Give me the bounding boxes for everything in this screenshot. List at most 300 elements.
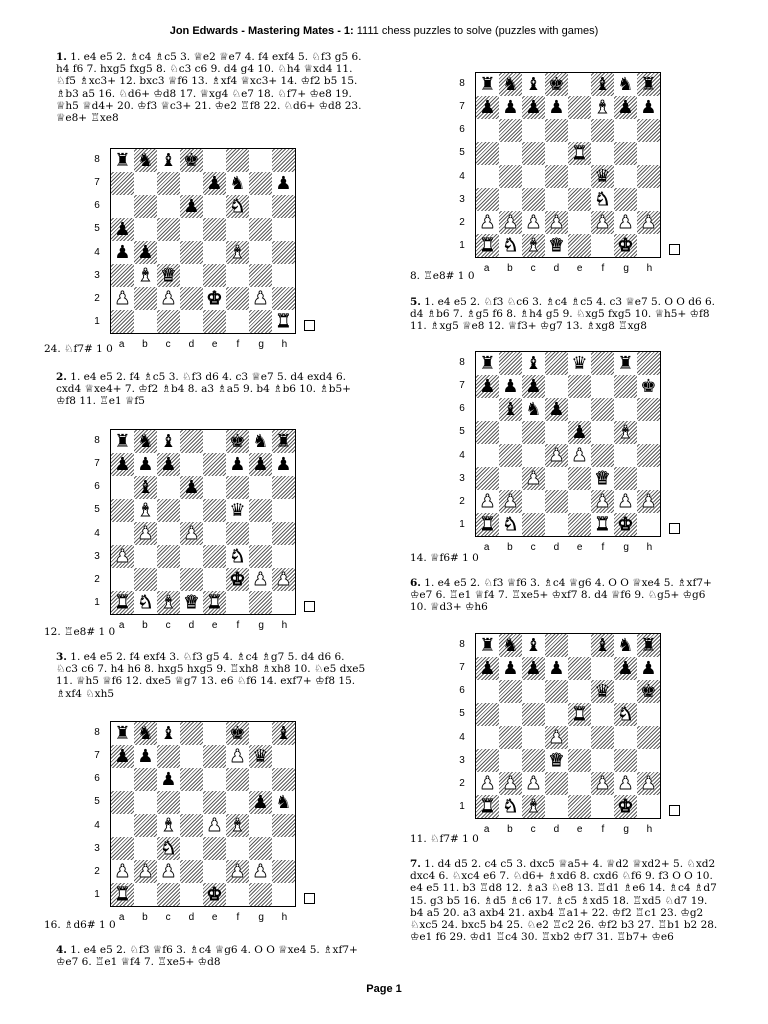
board-square-a6: [111, 476, 134, 499]
white-pawn-icon: ♟: [252, 860, 269, 882]
white-pawn-icon: ♟: [525, 211, 542, 233]
side-to-move-box: [669, 244, 680, 255]
board-square-e6: [568, 680, 591, 703]
board-square-d8: [180, 722, 203, 745]
black-pawn-icon: ♟: [114, 218, 131, 240]
board-square-f6: [591, 398, 614, 421]
board-square-d3: [545, 467, 568, 490]
board-square-c3: [522, 188, 545, 211]
diagram-1-caption: 24. ♘f7# 1 0: [44, 343, 113, 355]
white-pawn-icon: ♟: [206, 814, 223, 836]
board-square-a6: [476, 398, 499, 421]
puzzle-number: 2.: [56, 371, 67, 383]
rank-label: 4: [94, 246, 100, 258]
board-square-d7: [545, 657, 568, 680]
board-square-g3: [249, 545, 272, 568]
file-label: f: [236, 339, 240, 350]
black-rook-icon: ♜: [114, 722, 131, 744]
chess-board: [475, 351, 661, 537]
white-queen-icon: ♛: [160, 264, 177, 286]
page-header: [0, 25, 768, 37]
black-king-icon: ♚: [229, 722, 246, 744]
board-square-g8: [249, 430, 272, 453]
puzzle-moves: 1. e4 e5 2. f4 ♗c5 3. ♘f3 d6 4. c3 ♕e7 5. d4 exd4 6. cxd4 ♕xe4+ 7. ♔f2 ♗b4 8. a3 ♗a5 9. b4 ♗b6 10. ♗b5+ ♔f8 11. ♖e1 ♕f5: [56, 371, 351, 408]
board-square-b1: [499, 234, 522, 257]
black-pawn-icon: ♟: [640, 96, 657, 118]
black-pawn-icon: ♟: [229, 453, 246, 475]
board-square-b3: [499, 467, 522, 490]
black-pawn-icon: ♟: [479, 657, 496, 679]
file-label: g: [258, 912, 264, 923]
board-square-a7: [111, 172, 134, 195]
board-square-d8: [545, 634, 568, 657]
puzzle-moves: 1. e4 e5 2. f4 exf4 3. ♘f3 g5 4. ♗c4 ♗g7 5. d4 d6 6. ♘c3 c6 7. h4 h6 8. hxg5 hxg5 9. ♖xh8 ♗xh8 10. ♘e5 dxe5 11. ♕h5 ♕f6 12. dxe5 ♕g7 13. e6 ♘f6 14. exf7+ ♔f8 15. ♗xf4 ♘xh5: [56, 651, 366, 700]
board-square-b7: [134, 745, 157, 768]
black-pawn-icon: ♟: [275, 172, 292, 194]
board-square-f5: [226, 218, 249, 241]
board-square-c3: [522, 467, 545, 490]
board-square-a6: [476, 119, 499, 142]
white-pawn-icon: ♟: [594, 211, 611, 233]
puzzle-number: 5.: [410, 296, 421, 308]
board-square-h8: [272, 430, 295, 453]
board-square-g8: [249, 149, 272, 172]
board-square-e3: [568, 749, 591, 772]
black-rook-icon: ♜: [479, 73, 496, 95]
board-square-a6: [476, 680, 499, 703]
board-square-a3: [111, 545, 134, 568]
board-square-f5: [591, 421, 614, 444]
board-square-b2: [134, 860, 157, 883]
white-pawn-icon: ♟: [617, 490, 634, 512]
side-to-move-box: [669, 805, 680, 816]
rank-label: 7: [94, 749, 100, 761]
black-pawn-icon: ♟: [206, 172, 223, 194]
white-bishop-icon: ♝: [525, 234, 542, 256]
board-square-g6: [249, 768, 272, 791]
white-pawn-icon: ♟: [114, 545, 131, 567]
board-square-e7: [203, 745, 226, 768]
board-square-g5: [614, 703, 637, 726]
board-square-h2: [272, 568, 295, 591]
white-knight-icon: ♞: [137, 591, 154, 613]
board-square-f6: [226, 768, 249, 791]
board-square-a7: [111, 453, 134, 476]
rank-label: 6: [459, 403, 465, 415]
board-square-c7: [157, 172, 180, 195]
board-square-d3: [545, 188, 568, 211]
white-pawn-icon: ♟: [640, 772, 657, 794]
board-square-a8: [476, 73, 499, 96]
board-square-g3: [614, 467, 637, 490]
black-pawn-icon: ♟: [617, 657, 634, 679]
board-square-d6: [545, 119, 568, 142]
board-square-c2: [522, 490, 545, 513]
board-square-b7: [499, 96, 522, 119]
board-square-b8: [134, 149, 157, 172]
white-pawn-icon: ♟: [160, 287, 177, 309]
black-bishop-icon: ♝: [594, 73, 611, 95]
board-square-g7: [249, 172, 272, 195]
board-square-h1: [272, 883, 295, 906]
board-square-h1: [272, 310, 295, 333]
board-square-d5: [180, 218, 203, 241]
rank-label: 2: [94, 293, 100, 305]
board-square-g5: [614, 421, 637, 444]
board-square-h4: [637, 444, 660, 467]
board-square-f1: [226, 591, 249, 614]
board-square-a8: [476, 352, 499, 375]
puzzle-number: 3.: [56, 651, 67, 663]
board-square-b8: [499, 352, 522, 375]
rank-label: 8: [94, 726, 100, 738]
file-label: a: [483, 824, 490, 835]
file-label: d: [188, 912, 195, 923]
rank-label: 4: [94, 527, 100, 539]
board-square-a2: [476, 772, 499, 795]
rank-label: 8: [459, 77, 465, 89]
rank-label: 6: [94, 481, 100, 493]
board-square-e1: [203, 310, 226, 333]
board-square-g6: [614, 680, 637, 703]
board-square-c7: [157, 453, 180, 476]
white-knight-icon: ♞: [502, 234, 519, 256]
board-square-f8: [591, 634, 614, 657]
rank-label: 8: [459, 638, 465, 650]
board-square-d3: [180, 264, 203, 287]
rank-label: 7: [459, 100, 465, 112]
board-square-h5: [637, 703, 660, 726]
board-square-h5: [637, 421, 660, 444]
rank-label: 2: [94, 866, 100, 878]
white-king-icon: ♚: [617, 513, 634, 535]
board-square-h7: [637, 657, 660, 680]
black-rook-icon: ♜: [114, 149, 131, 171]
board-square-d7: [180, 172, 203, 195]
rank-label: 1: [94, 889, 100, 901]
board-square-c8: [522, 352, 545, 375]
board-square-h2: [272, 287, 295, 310]
black-queen-icon: ♛: [571, 352, 588, 374]
black-bishop-icon: ♝: [160, 722, 177, 744]
board-square-f7: [591, 96, 614, 119]
board-square-a5: [476, 421, 499, 444]
board-square-c1: [522, 795, 545, 818]
board-square-c8: [157, 722, 180, 745]
black-pawn-icon: ♟: [252, 453, 269, 475]
board-square-a7: [476, 96, 499, 119]
rank-label: 6: [94, 773, 100, 785]
white-pawn-icon: ♟: [640, 211, 657, 233]
board-square-c1: [157, 591, 180, 614]
board-square-f4: [591, 165, 614, 188]
white-pawn-icon: ♟: [594, 490, 611, 512]
black-bishop-icon: ♝: [160, 430, 177, 452]
board-square-b7: [499, 375, 522, 398]
diagram-4-caption: 8. ♖e8# 1 0: [410, 270, 475, 282]
black-pawn-icon: ♟: [160, 768, 177, 790]
black-pawn-icon: ♟: [183, 195, 200, 217]
puzzle-moves: 1. e4 e5 2. ♘f3 ♘c6 3. ♗c4 ♗c5 4. c3 ♕e7 5. O O d6 6. d4 ♗b6 7. ♗g5 f6 8. ♗h4 g5 9. ♘xg5 fxg5 10. ♕h5+ ♔f8 11. ♗xg5 ♕e8 12. ♕f3+ ♔g7 13. ♗xg8 ♖xg8: [410, 296, 715, 333]
board-square-g4: [614, 444, 637, 467]
board-square-e8: [568, 73, 591, 96]
board-square-d8: [180, 430, 203, 453]
rank-label: 6: [459, 124, 465, 136]
board-square-e1: [568, 234, 591, 257]
board-square-c4: [522, 165, 545, 188]
white-pawn-icon: ♟: [252, 287, 269, 309]
board-square-a4: [476, 165, 499, 188]
board-square-e5: [203, 218, 226, 241]
board-square-b6: [134, 768, 157, 791]
board-square-b5: [134, 218, 157, 241]
white-pawn-icon: ♟: [594, 772, 611, 794]
white-pawn-icon: ♟: [548, 726, 565, 748]
black-rook-icon: ♜: [640, 634, 657, 656]
board-square-d6: [180, 195, 203, 218]
white-king-icon: ♚: [229, 568, 246, 590]
board-square-c4: [157, 522, 180, 545]
board-square-d7: [180, 745, 203, 768]
white-pawn-icon: ♟: [114, 287, 131, 309]
board-square-d7: [180, 453, 203, 476]
rank-label: 3: [94, 842, 100, 854]
board-square-e1: [203, 591, 226, 614]
rank-label: 3: [459, 754, 465, 766]
white-pawn-icon: ♟: [617, 211, 634, 233]
white-pawn-icon: ♟: [479, 772, 496, 794]
white-pawn-icon: ♟: [137, 860, 154, 882]
rank-label: 5: [459, 426, 465, 438]
board-square-c1: [522, 513, 545, 536]
white-pawn-icon: ♟: [183, 522, 200, 544]
side-to-move-box: [304, 601, 315, 612]
board-square-c5: [522, 703, 545, 726]
board-square-c6: [522, 680, 545, 703]
diagram-3-caption: 16. ♗d6# 1 0: [44, 919, 116, 931]
board-square-e7: [203, 453, 226, 476]
rank-label: 8: [94, 434, 100, 446]
board-square-f1: [591, 795, 614, 818]
board-square-b8: [499, 73, 522, 96]
board-square-d3: [180, 837, 203, 860]
puzzle-number: 7.: [410, 858, 421, 870]
board-square-b3: [134, 264, 157, 287]
white-pawn-icon: ♟: [548, 211, 565, 233]
black-bishop-icon: ♝: [137, 476, 154, 498]
board-square-e3: [203, 264, 226, 287]
board-square-g5: [614, 142, 637, 165]
file-label: f: [236, 912, 240, 923]
black-pawn-icon: ♟: [252, 791, 269, 813]
board-square-g3: [614, 749, 637, 772]
board-square-f7: [591, 657, 614, 680]
board-square-a4: [111, 522, 134, 545]
black-knight-icon: ♞: [275, 791, 292, 813]
board-square-h3: [272, 837, 295, 860]
chess-board: [110, 429, 296, 615]
file-label: b: [507, 263, 513, 274]
white-pawn-icon: ♟: [525, 467, 542, 489]
board-square-f3: [226, 837, 249, 860]
board-square-h3: [272, 264, 295, 287]
board-square-a1: [476, 795, 499, 818]
rank-label: 7: [94, 457, 100, 469]
file-label: d: [553, 824, 560, 835]
board-square-d6: [545, 398, 568, 421]
board-square-f7: [591, 375, 614, 398]
board-square-c2: [522, 211, 545, 234]
black-queen-icon: ♛: [229, 499, 246, 521]
board-square-b7: [134, 453, 157, 476]
board-square-e1: [203, 883, 226, 906]
board-square-e4: [203, 814, 226, 837]
puzzle-6-moves: [410, 577, 722, 614]
board-square-a2: [111, 860, 134, 883]
board-square-g2: [249, 568, 272, 591]
black-queen-icon: ♛: [594, 680, 611, 702]
header-subtitle: 1111 chess puzzles to solve (puzzles with games): [353, 25, 599, 37]
board-square-h1: [637, 795, 660, 818]
black-knight-icon: ♞: [229, 172, 246, 194]
black-pawn-icon: ♟: [160, 453, 177, 475]
board-square-a1: [476, 234, 499, 257]
white-bishop-icon: ♝: [160, 814, 177, 836]
board-square-e7: [568, 657, 591, 680]
board-square-h1: [637, 234, 660, 257]
black-rook-icon: ♜: [640, 73, 657, 95]
board-square-h2: [272, 860, 295, 883]
board-square-a3: [476, 749, 499, 772]
puzzle-2-moves: [56, 371, 368, 408]
board-square-b7: [499, 657, 522, 680]
board-square-a4: [111, 814, 134, 837]
board-square-c1: [157, 310, 180, 333]
board-square-e8: [568, 352, 591, 375]
white-king-icon: ♚: [206, 287, 223, 309]
board-square-a4: [476, 726, 499, 749]
file-label: e: [576, 542, 583, 553]
board-square-e8: [203, 430, 226, 453]
white-rook-icon: ♜: [571, 703, 588, 725]
black-knight-icon: ♞: [252, 430, 269, 452]
white-knight-icon: ♞: [229, 545, 246, 567]
white-pawn-icon: ♟: [502, 211, 519, 233]
board-square-d7: [545, 96, 568, 119]
board-square-g5: [249, 499, 272, 522]
white-pawn-icon: ♟: [160, 860, 177, 882]
black-king-icon: ♚: [640, 375, 657, 397]
white-pawn-icon: ♟: [137, 522, 154, 544]
board-square-f6: [591, 119, 614, 142]
board-square-d4: [180, 522, 203, 545]
board-square-h7: [272, 745, 295, 768]
board-square-h7: [637, 96, 660, 119]
black-knight-icon: ♞: [137, 430, 154, 452]
board-square-d3: [180, 545, 203, 568]
file-label: g: [623, 824, 629, 835]
file-label: g: [623, 263, 629, 274]
board-square-d1: [180, 310, 203, 333]
board-square-d5: [180, 791, 203, 814]
board-square-h3: [272, 545, 295, 568]
board-square-b1: [499, 795, 522, 818]
black-pawn-icon: ♟: [114, 745, 131, 767]
board-square-g7: [614, 375, 637, 398]
board-square-e6: [203, 195, 226, 218]
board-square-h8: [272, 149, 295, 172]
board-square-a2: [111, 287, 134, 310]
board-square-g7: [249, 453, 272, 476]
rank-label: 2: [459, 496, 465, 508]
black-king-icon: ♚: [640, 680, 657, 702]
black-rook-icon: ♜: [479, 352, 496, 374]
board-square-e2: [203, 287, 226, 310]
black-pawn-icon: ♟: [114, 241, 131, 263]
board-square-g4: [249, 522, 272, 545]
board-square-h7: [637, 375, 660, 398]
board-square-e4: [568, 444, 591, 467]
black-pawn-icon: ♟: [525, 657, 542, 679]
board-square-c1: [157, 883, 180, 906]
board-square-a4: [111, 241, 134, 264]
board-square-d2: [545, 772, 568, 795]
black-pawn-icon: ♟: [137, 453, 154, 475]
board-square-a7: [476, 375, 499, 398]
board-square-e8: [203, 722, 226, 745]
board-square-c4: [157, 241, 180, 264]
board-square-g3: [249, 837, 272, 860]
page-footer: Page 1: [366, 983, 402, 995]
board-square-d5: [545, 703, 568, 726]
board-square-g7: [614, 657, 637, 680]
black-knight-icon: ♞: [502, 634, 519, 656]
white-bishop-icon: ♝: [594, 96, 611, 118]
board-square-e6: [568, 398, 591, 421]
file-label: b: [507, 824, 513, 835]
white-knight-icon: ♞: [617, 703, 634, 725]
white-bishop-icon: ♝: [229, 814, 246, 836]
black-pawn-icon: ♟: [183, 476, 200, 498]
board-square-g1: [249, 591, 272, 614]
file-label: d: [188, 620, 195, 631]
board-square-a8: [111, 722, 134, 745]
file-label: c: [530, 542, 536, 553]
board-square-a5: [111, 791, 134, 814]
board-square-d6: [180, 476, 203, 499]
board-square-b2: [134, 287, 157, 310]
board-square-g7: [614, 96, 637, 119]
side-to-move-box: [304, 320, 315, 331]
file-label: g: [623, 542, 629, 553]
rank-label: 3: [94, 269, 100, 281]
board-square-b4: [134, 522, 157, 545]
board-square-h5: [272, 499, 295, 522]
board-square-f3: [226, 545, 249, 568]
black-pawn-icon: ♟: [137, 241, 154, 263]
board-square-c6: [157, 195, 180, 218]
board-square-g2: [614, 211, 637, 234]
board-square-b1: [499, 513, 522, 536]
board-square-b6: [134, 476, 157, 499]
board-square-b4: [499, 726, 522, 749]
puzzle-4-moves: [56, 944, 368, 968]
board-square-h6: [637, 398, 660, 421]
file-label: b: [507, 542, 513, 553]
board-square-f8: [591, 352, 614, 375]
puzzle-moves: 1. e4 e5 2. ♘f3 ♕f6 3. ♗c4 ♕g6 4. O O ♕xe4 5. ♗xf7+ ♔e7 6. ♖e1 ♕f4 7. ♖xe5+ ♔d8: [56, 944, 358, 969]
board-square-f1: [226, 883, 249, 906]
